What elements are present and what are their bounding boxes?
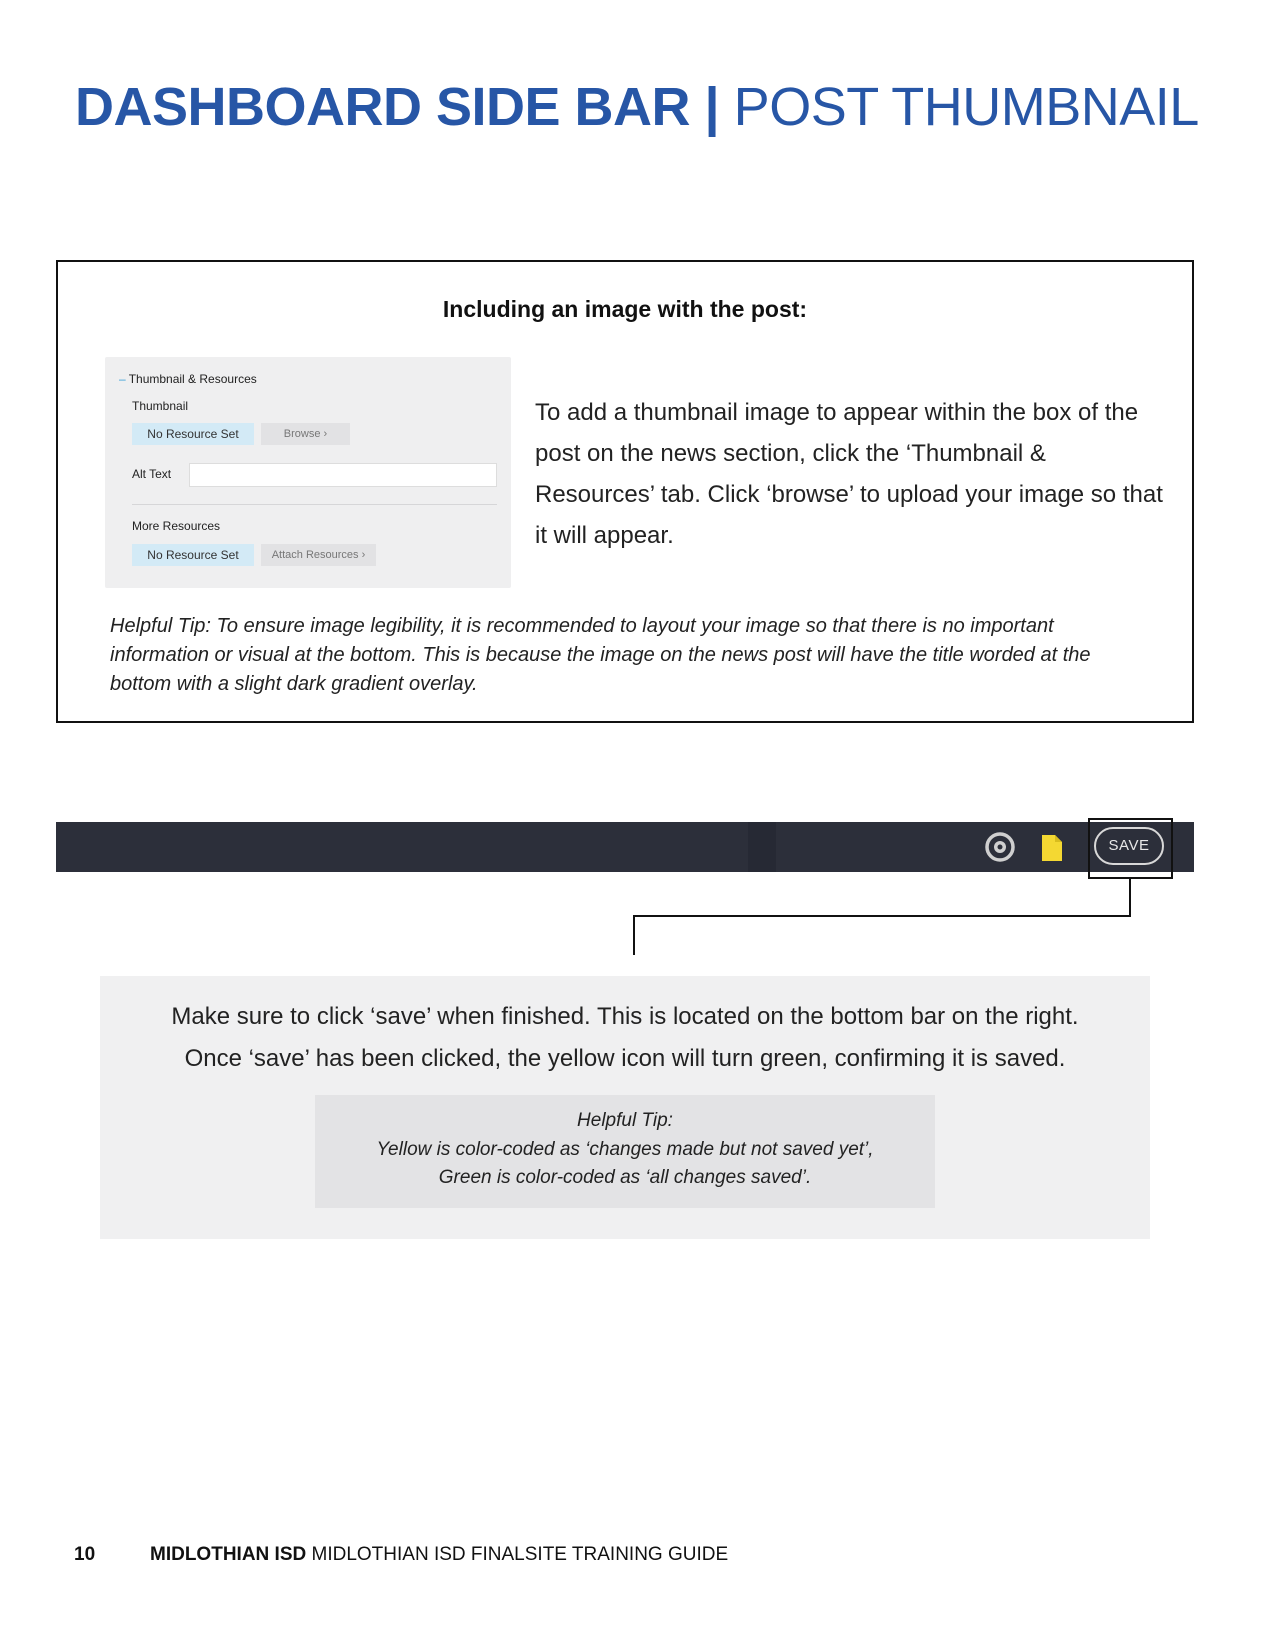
more-resources-label: More Resources <box>132 519 221 533</box>
eye-icon[interactable] <box>984 831 1016 863</box>
title-bold: DASHBOARD SIDE BAR | <box>75 77 720 137</box>
panel-divider <box>132 504 497 505</box>
color-code-tip <box>315 1095 935 1208</box>
save-instructions <box>100 996 1150 1080</box>
thumbnail-resources-panel <box>105 357 511 588</box>
title-light: POST THUMBNAIL <box>733 77 1199 137</box>
save-button[interactable]: SAVE <box>1094 827 1164 865</box>
chevron-right-icon: › <box>323 428 328 440</box>
tip-line-1: Yellow is color-coded as ‘changes made but not saved yet’, <box>376 1138 874 1160</box>
tip-title: Helpful Tip: <box>577 1110 673 1131</box>
connector-line <box>633 915 1131 917</box>
connector-line <box>1129 879 1131 917</box>
legibility-tip: Helpful Tip: To ensure image legibility, it is recommended to layout your image so that there is no important information or visual at the bottom. This is because the image on the news post will have the title worded at the bottom with a slight dark gradient overlay. <box>110 615 1091 695</box>
panel-section-toggle[interactable] <box>119 372 257 386</box>
more-resources-value[interactable]: No Resource Set <box>132 544 254 566</box>
page-number: 10 <box>74 1544 96 1565</box>
section-heading: Including an image with the post: <box>442 296 808 322</box>
footer-org: MIDLOTHIAN ISD <box>150 1544 307 1565</box>
thumbnail-instructions-box <box>56 260 1194 723</box>
connector-line <box>633 915 635 955</box>
panel-section-title: Thumbnail & Resources <box>128 372 257 386</box>
save-instructions-line-1: Make sure to click ‘save’ when finished. This is located on the bottom bar on the right. <box>171 1003 1079 1030</box>
thumbnail-instructions-text: To add a thumbnail image to appear within the box of the post on the news section, click the ‘Thumbnail & Resources’ tab. Click ‘browse’ to upload your image so that it will appear. <box>535 399 1163 549</box>
attach-label: Attach Resources <box>271 549 359 561</box>
bottom-bar <box>56 822 1194 872</box>
footer-guide-title: MIDLOTHIAN ISD FINALSITE TRAINING GUIDE <box>311 1544 729 1565</box>
thumbnail-resource-value[interactable]: No Resource Set <box>132 423 254 445</box>
alt-text-label: Alt Text <box>132 467 172 481</box>
save-instructions-line-2: Once ‘save’ has been clicked, the yellow icon will turn green, confirming it is saved. <box>184 1045 1066 1072</box>
document-icon[interactable] <box>1040 834 1064 862</box>
page-title <box>75 72 1199 142</box>
tip-line-2: Green is color-coded as ‘all changes saved’. <box>438 1167 812 1188</box>
save-highlight-frame <box>1088 818 1173 879</box>
chevron-right-icon: › <box>361 549 366 561</box>
alt-text-input[interactable] <box>189 463 497 487</box>
browse-label: Browse <box>283 428 321 440</box>
thumbnail-label: Thumbnail <box>132 399 189 413</box>
collapse-icon: – <box>119 372 126 386</box>
page-footer <box>74 1544 728 1566</box>
attach-resources-button[interactable] <box>261 544 376 566</box>
save-info-box <box>100 976 1150 1239</box>
bar-segment <box>748 822 776 872</box>
browse-button[interactable] <box>261 423 350 445</box>
